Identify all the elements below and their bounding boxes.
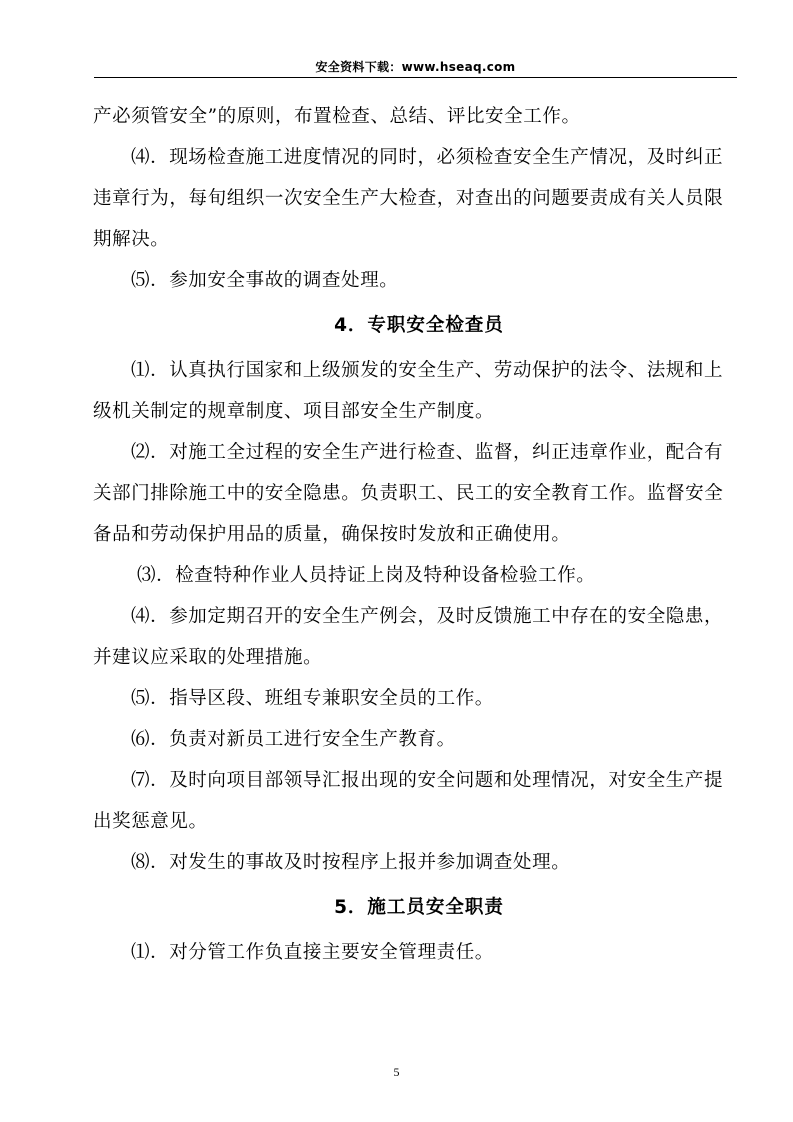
section-heading: 4．专职安全检查员 [334,315,504,336]
paragraph: ⑺．及时向项目部领导汇报出现的安全问题和处理情况，对安全生产提出奖惩意见。 [93,770,724,832]
page-header: 安全资料下载：www.hseaq.com [315,60,516,74]
page-number: 5 [393,1065,400,1079]
paragraph: ⑶．检查特种作业人员持证上岗及特种设备检验工作。 [137,565,596,586]
document-body [93,96,741,973]
header-rule [94,77,737,78]
paragraph: ⑷．现场检查施工进度情况的同时，必须检查安全生产情况，及时纠正违章行为，每旬组织一次安全生产大检查，对查出的问题要责成有关人员限期解决。 [93,147,724,250]
paragraph: ⑵．对施工全过程的安全生产进行检查、监督，纠正违章作业，配合有关部门排除施工中的安全隐患。负责职工、民工的安全教育工作。监督安全备品和劳动保护用品的质量，确保按时发放和正确使用。 [93,442,724,545]
paragraph: 产必须管安全”的原则，布置检查、总结、评比安全工作。 [93,106,581,127]
paragraph: ⑷．参加定期召开的安全生产例会，及时反馈施工中存在的安全隐患，并建议应采取的处理措施。 [93,606,724,668]
paragraph: ⑹．负责对新员工进行安全生产教育。 [131,729,456,750]
paragraph: ⑸．指导区段、班组专兼职安全员的工作。 [131,688,494,709]
paragraph: ⑴．认真执行国家和上级颁发的安全生产、劳动保护的法令、法规和上级机关制定的规章制度、项目部安全生产制度。 [93,360,724,422]
paragraph: ⑴．对分管工作负直接主要安全管理责任。 [131,942,494,963]
section-heading: 5．施工员安全职责 [334,897,504,918]
paragraph: ⑻．对发生的事故及时按程序上报并参加调查处理。 [131,852,571,873]
paragraph: ⑸．参加安全事故的调查处理。 [131,270,399,291]
